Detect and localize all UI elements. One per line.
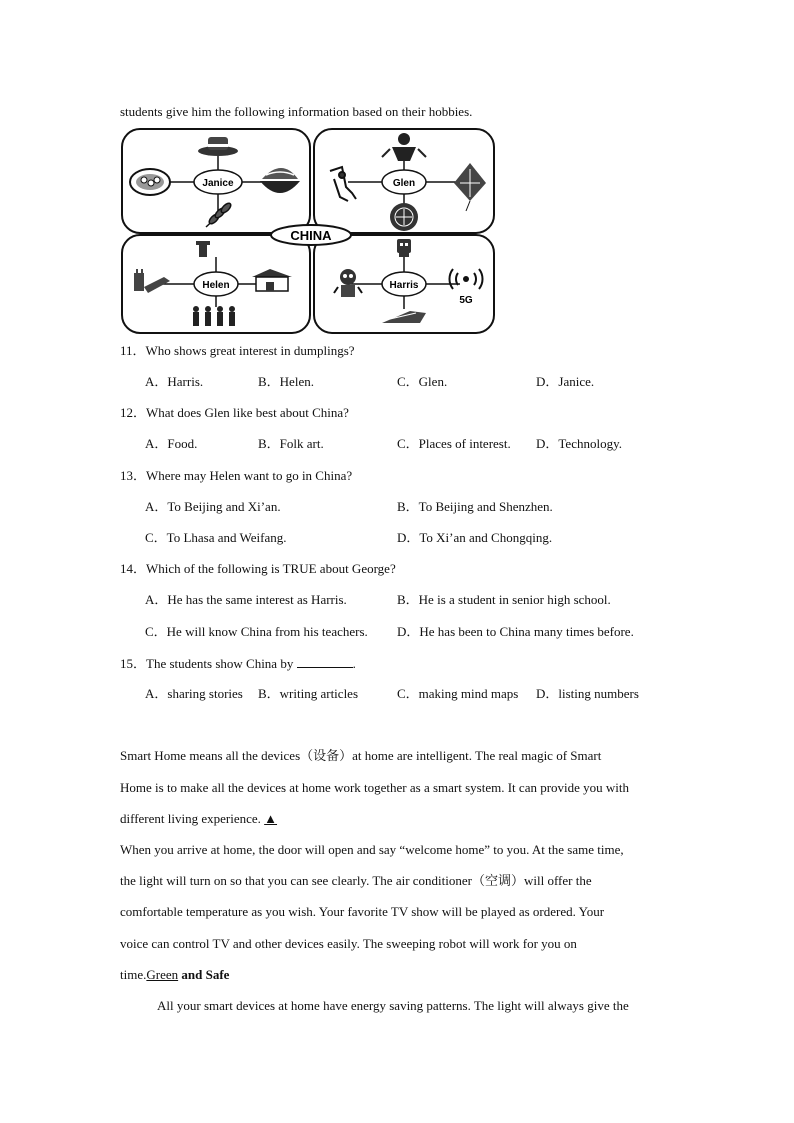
question-14-stem: 14．Which of the following is TRUE about George? [120, 561, 396, 576]
passage-p2-line-4: voice can control TV and other devices easily. The sweeping robot will work for you on [120, 936, 577, 951]
passage-line-1: Smart Home means all the devices（设备）at home are intelligent. The real magic of Smart [120, 748, 602, 763]
question-12-option-d[interactable]: D．Technology. [536, 436, 622, 451]
palace-icon [252, 269, 292, 291]
question-12-option-c[interactable]: C．Places of interest. [397, 436, 511, 451]
question-15-stem-prefix: 15．The students show China by [120, 656, 297, 671]
bullet-train-icon [382, 311, 426, 323]
question-14-option-c[interactable]: C．He will know China from his teachers. [145, 624, 368, 639]
question-13-option-d[interactable]: D．To Xi’an and Chongqing. [397, 530, 553, 545]
janice-label: Janice [202, 178, 234, 189]
question-11-stem: 11．Who shows great interest in dumplings? [120, 343, 355, 358]
5g-label: 5G [459, 295, 473, 306]
question-13-option-b[interactable]: B．To Beijing and Shenzhen. [397, 499, 553, 514]
heading-rest: and Safe [178, 967, 230, 982]
question-12-option-a[interactable]: A．Food. [145, 436, 198, 451]
question-13-option-a[interactable]: A．To Beijing and Xi’an. [145, 499, 281, 514]
question-12-stem: 12．What does Glen like best about China? [120, 405, 349, 420]
question-15-option-c[interactable]: C．making mind maps [397, 686, 519, 701]
question-15-stem [120, 655, 356, 672]
harris-label: Harris [389, 280, 419, 291]
china-hobbies-figure [120, 127, 496, 335]
robot-icon [334, 269, 362, 297]
answer-blank[interactable] [297, 655, 353, 668]
wheat-icon [206, 202, 232, 227]
noodle-bowl-icon [260, 168, 300, 193]
helen-label: Helen [202, 280, 230, 291]
passage-p3-line-1: All your smart devices at home have energy saving patterns. The light will always give the [157, 998, 629, 1013]
robot-tower-icon [397, 239, 411, 257]
china-center-label: CHINA [290, 228, 332, 243]
embroidery-icon [390, 203, 418, 231]
passage-p2-line-1: When you arrive at home, the door will open and say “welcome home” to you. At the same time, [120, 842, 624, 857]
question-11-option-d[interactable]: D．Janice. [536, 374, 595, 389]
question-15-option-a[interactable]: A．sharing stories [145, 686, 243, 701]
heading-green: Green [146, 967, 179, 982]
dumpling-icon [130, 169, 170, 195]
question-14-option-a[interactable]: A．He has the same interest as Harris. [145, 592, 347, 607]
passage-p2-line-5 [120, 967, 229, 983]
kite-icon [454, 163, 486, 211]
question-13-option-c[interactable]: C．To Lhasa and Weifang. [145, 530, 287, 545]
question-15-option-b[interactable]: B．writing articles [258, 686, 359, 701]
question-13-stem: 13．Where may Helen want to go in China? [120, 468, 353, 483]
tower-icon [196, 241, 210, 257]
question-14-option-b[interactable]: B．He is a student in senior high school. [397, 592, 611, 607]
question-11-option-a[interactable]: A．Harris. [145, 374, 204, 389]
great-wall-icon [134, 269, 170, 293]
passage-line-3-text: different living experience. [120, 811, 261, 826]
passage-p2-end: time. [120, 967, 147, 982]
harris-group [334, 239, 483, 323]
glen-group [330, 133, 486, 231]
question-15-stem-suffix: . [352, 656, 356, 671]
intro-text: students give him the following information based on their hobbies. [120, 104, 473, 119]
passage-p2-line-2: the light will turn on so that you can see clearly. The air conditioner（空调）will offer the [120, 873, 592, 888]
passage-line-2: Home is to make all the devices at home work together as a smart system. It can provide you with [120, 780, 630, 795]
helen-group [134, 241, 292, 326]
terracotta-warriors-icon [193, 306, 235, 326]
glen-label: Glen [392, 178, 416, 189]
question-11-option-b[interactable]: B．Helen. [258, 374, 314, 389]
question-12-option-b[interactable]: B．Folk art. [258, 436, 324, 451]
passage-p2-line-3: comfortable temperature as you wish. Your favorite TV show will be played as ordered. Your [120, 904, 605, 919]
passage-line-3 [120, 811, 277, 827]
shadow-puppet-icon [382, 133, 426, 161]
hat-icon [198, 137, 238, 156]
question-14-option-d[interactable]: D．He has been to China many times before. [397, 624, 634, 639]
5g-signal-icon [449, 269, 482, 306]
janice-group [130, 137, 300, 227]
paper-cut-icon [330, 167, 356, 201]
question-15-option-d[interactable]: D．listing numbers [536, 686, 639, 701]
blank-marker[interactable]: ▲ [264, 811, 278, 826]
question-11-option-c[interactable]: C．Glen. [397, 374, 448, 389]
